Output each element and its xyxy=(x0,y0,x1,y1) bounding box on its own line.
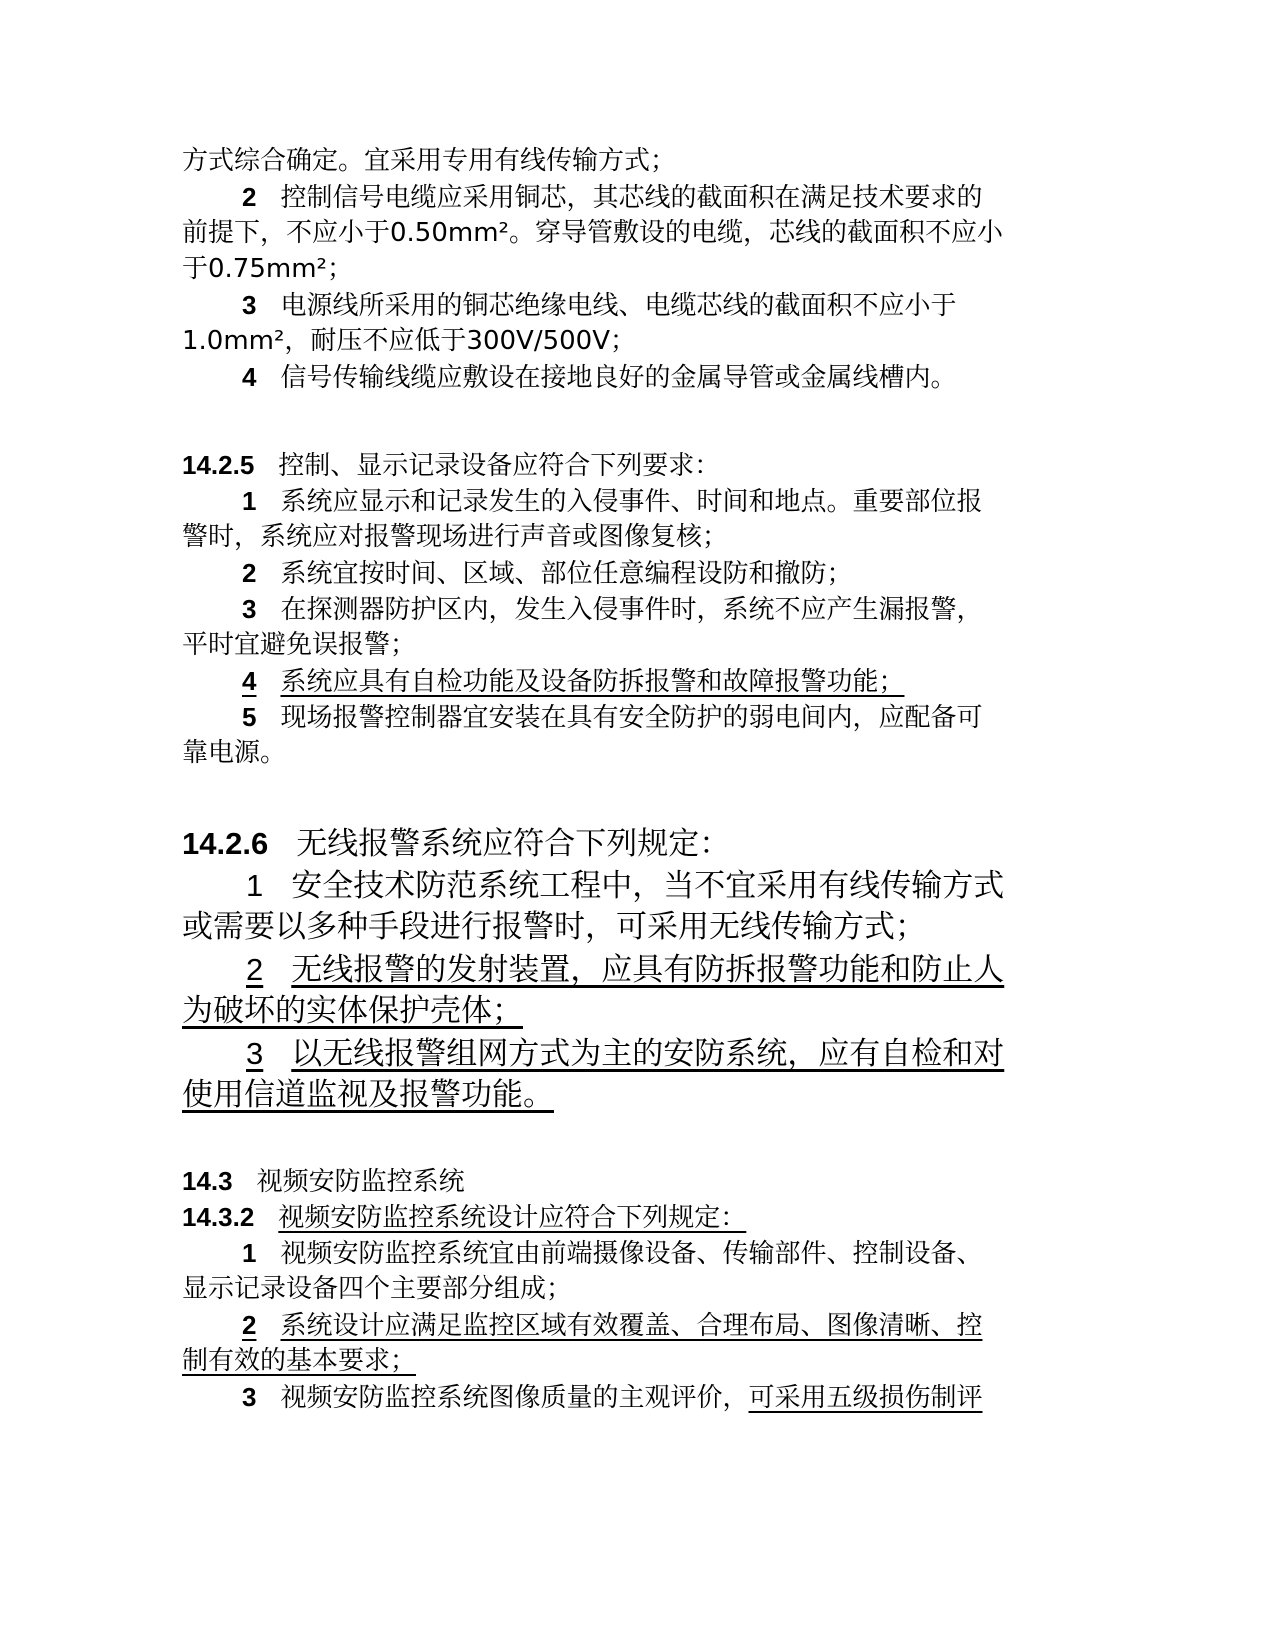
paragraph-line-underlined: 制有效的基本要求； xyxy=(182,1346,417,1376)
list-item: 2 系统宜按时间、区域、部位任意编程设防和撤防； xyxy=(242,558,853,589)
item-number: 3 xyxy=(242,1382,257,1412)
paragraph-line: 1.0mm²，耐压不应低于300V/500V； xyxy=(182,326,637,356)
list-item: 3 视频安防监控系统图像质量的主观评价，可采用五级损伤制评 xyxy=(242,1382,983,1413)
item-number: 1 xyxy=(242,486,257,516)
list-item: 2 控制信号电缆应采用铜芯，其芯线的截面积在满足技术要求的 xyxy=(242,182,983,213)
item-number: 3 xyxy=(246,1036,264,1071)
item-number: 3 xyxy=(242,290,257,320)
section-number: 14.2.6 xyxy=(182,826,269,861)
section-number: 14.3.2 xyxy=(182,1202,255,1232)
paragraph-line: 靠电源。 xyxy=(182,738,287,768)
list-item: 3 电源线所采用的铜芯绝缘电线、电缆芯线的截面积不应小于 xyxy=(242,290,957,321)
item-number: 2 xyxy=(242,182,257,212)
list-item: 5 现场报警控制器宜安装在具有安全防护的弱电间内，应配备可 xyxy=(242,702,983,733)
list-item-underlined: 2 系统设计应满足监控区域有效覆盖、合理布局、图像清晰、控 xyxy=(242,1310,983,1341)
section-title: 控制、显示记录设备应符合下列要求： xyxy=(278,451,721,481)
paragraph-line-underlined: 使用信道监视及报警功能。 xyxy=(182,1077,554,1113)
item-number: 1 xyxy=(242,1238,257,1268)
list-item: 1 安全技术防范系统工程中，当不宜采用有线传输方式 xyxy=(246,868,1005,904)
item-number: 5 xyxy=(242,702,257,732)
list-item-underlined: 4 系统应具有自检功能及设备防拆报警和故障报警功能； xyxy=(242,666,905,697)
section-number: 14.2.5 xyxy=(182,450,255,480)
list-item: 3 在探测器防护区内，发生入侵事件时，系统不应产生漏报警， xyxy=(242,594,983,625)
paragraph-line: 前提下，不应小于0.50mm²。穿导管敷设的电缆，芯线的截面积不应小 xyxy=(182,218,1003,248)
list-item-underlined: 3 以无线报警组网方式为主的安防系统，应有自检和对 xyxy=(246,1036,1005,1072)
section-title: 视频安防监控系统设计应符合下列规定： xyxy=(278,1203,747,1233)
paragraph-line: 或需要以多种手段进行报警时，可采用无线传输方式； xyxy=(182,909,926,945)
item-number: 4 xyxy=(242,666,257,696)
paragraph-line: 警时，系统应对报警现场进行声音或图像复核； xyxy=(182,522,729,552)
list-item: 4 信号传输线缆应敷设在接地良好的金属导管或金属线槽内。 xyxy=(242,362,957,393)
section-number: 14.3 xyxy=(182,1166,233,1196)
section-heading xyxy=(182,452,720,479)
item-number: 4 xyxy=(242,362,257,392)
section-title: 无线报警系统应符合下列规定： xyxy=(296,826,731,862)
section-title: 视频安防监控系统 xyxy=(256,1167,465,1197)
underlined-text: 可采用五级损伤制评 xyxy=(748,1383,983,1413)
paragraph-line: 平时宜避免误报警； xyxy=(182,630,417,660)
section-heading xyxy=(182,828,730,860)
section-heading xyxy=(182,1168,465,1195)
item-number: 1 xyxy=(246,868,264,903)
paragraph-line: 于0.75mm²； xyxy=(182,254,353,284)
list-item: 1 视频安防监控系统宜由前端摄像设备、传输部件、控制设备、 xyxy=(242,1238,983,1269)
item-number: 2 xyxy=(246,952,264,987)
item-number: 2 xyxy=(242,558,257,588)
paragraph-line: 显示记录设备四个主要部分组成； xyxy=(182,1274,573,1304)
item-number: 3 xyxy=(242,594,257,624)
paragraph-line-underlined: 为破坏的实体保护壳体； xyxy=(182,993,523,1029)
paragraph-line: 方式综合确定。宜采用专用有线传输方式； xyxy=(182,146,677,176)
list-item: 1 系统应显示和记录发生的入侵事件、时间和地点。重要部位报 xyxy=(242,486,983,517)
list-item-underlined: 2 无线报警的发射装置，应具有防拆报警功能和防止人 xyxy=(246,952,1005,988)
item-number: 2 xyxy=(242,1310,257,1340)
section-heading xyxy=(182,1204,746,1231)
